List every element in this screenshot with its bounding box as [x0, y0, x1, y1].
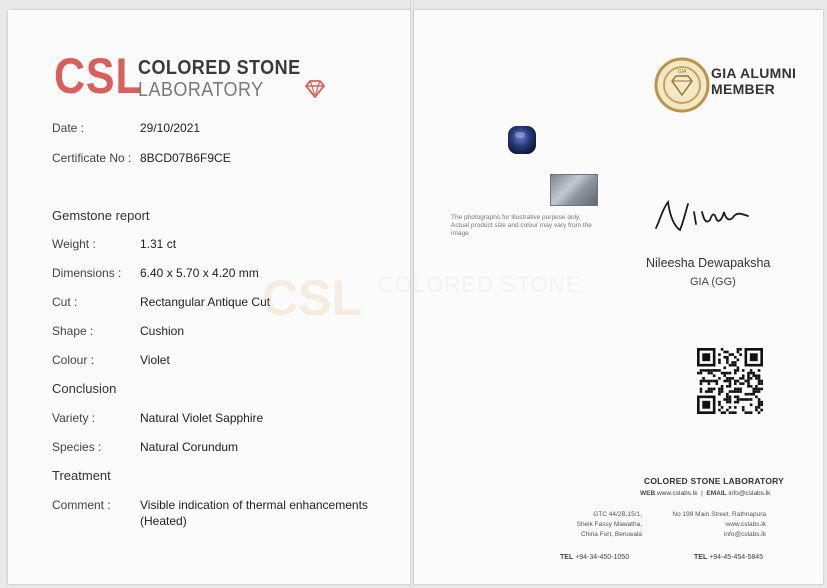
tel-left-number[interactable]: +94-34-450-1050	[575, 554, 630, 561]
variety-label: Variety :	[52, 411, 96, 425]
cut-label: Cut :	[52, 295, 78, 309]
dimensions-label: Dimensions :	[52, 266, 122, 280]
web-link[interactable]: www.cslabs.lk	[656, 490, 698, 497]
tel-label: TEL	[694, 554, 708, 561]
date-value: 29/10/2021	[140, 121, 201, 135]
weight-label: Weight :	[52, 237, 96, 251]
certificate-value: 8BCD07B6F9CE	[140, 151, 231, 165]
comment-value-line2: (Heated)	[140, 514, 187, 528]
colour-value: Violet	[140, 353, 170, 367]
brand-name-line1: COLORED STONE	[138, 57, 301, 79]
colour-label: Colour :	[52, 353, 95, 367]
weight-value: 1.31 ct	[140, 237, 177, 251]
security-hologram	[550, 174, 598, 206]
brand-logo-letters: CSL	[54, 48, 143, 104]
treatment-title: Treatment	[52, 468, 111, 483]
conclusion-title: Conclusion	[52, 381, 117, 396]
species-value: Natural Corundum	[140, 440, 239, 454]
tel-label: TEL	[560, 554, 574, 561]
address-right-line: www.cslabs.lk	[725, 521, 766, 528]
gia-line1: GIA ALUMNI	[711, 65, 797, 81]
address-right-line: info@cslabs.lk	[723, 531, 766, 538]
telephone-right	[694, 554, 763, 561]
brand-name-line2: LABORATORY	[138, 79, 264, 101]
certificate-left-page	[8, 10, 411, 584]
gemstone-photo	[502, 122, 542, 158]
variety-value: Natural Violet Sapphire	[140, 411, 264, 425]
shape-label: Shape :	[52, 324, 94, 338]
species-label: Species :	[52, 440, 102, 454]
address-left-line: China Fort, Beruwala	[580, 531, 642, 538]
email-label: EMAIL	[706, 490, 727, 497]
verification-qr-code[interactable]	[697, 348, 763, 414]
web-label: WEB	[640, 490, 656, 497]
signatory-title: GIA (GG)	[690, 276, 736, 288]
address-right-line: No 199 Main Street, Rathnapura	[672, 511, 766, 518]
footer-contacts: WEB www.cslabs.lk | EMAIL info@cslabs.lk	[640, 490, 771, 497]
email-link[interactable]: info@cslabs.lk	[728, 490, 771, 497]
address-left-line: GTC 44/2B,15/1,	[593, 511, 642, 518]
dimensions-value: 6.40 x 5.70 x 4.20 mm	[140, 266, 259, 280]
photo-disclaimer: The photographs for illustrative purpose only. Actual product size and colour may vary from the image	[451, 214, 592, 237]
address-left	[544, 510, 642, 540]
gem-icon	[304, 80, 326, 98]
cut-value: Rectangular Antique Cut	[140, 295, 271, 309]
gia-seal-icon	[654, 57, 710, 113]
gemstone-report-title: Gemstone report	[52, 208, 150, 223]
certificate-right-page	[414, 10, 823, 584]
gia-seal-text: GIA	[677, 69, 687, 75]
certificate-label: Certificate No :	[52, 151, 132, 165]
comment-value-line1: Visible indication of thermal enhancements	[140, 498, 368, 512]
footer-company: COLORED STONE LABORATORY	[644, 476, 785, 486]
gia-membership	[711, 65, 796, 97]
shape-value: Cushion	[140, 324, 185, 338]
date-label: Date :	[52, 121, 85, 135]
address-right	[660, 510, 766, 540]
telephone-left	[560, 554, 629, 561]
signature	[650, 190, 770, 240]
gia-line2: MEMBER	[711, 81, 776, 97]
comment-label: Comment :	[52, 498, 111, 512]
tel-right-number[interactable]: +94-45-454-5845	[709, 554, 764, 561]
signatory-name: Nileesha Dewapaksha	[646, 256, 771, 270]
address-left-line: Sheik Fassy Mawatha,	[576, 521, 642, 528]
